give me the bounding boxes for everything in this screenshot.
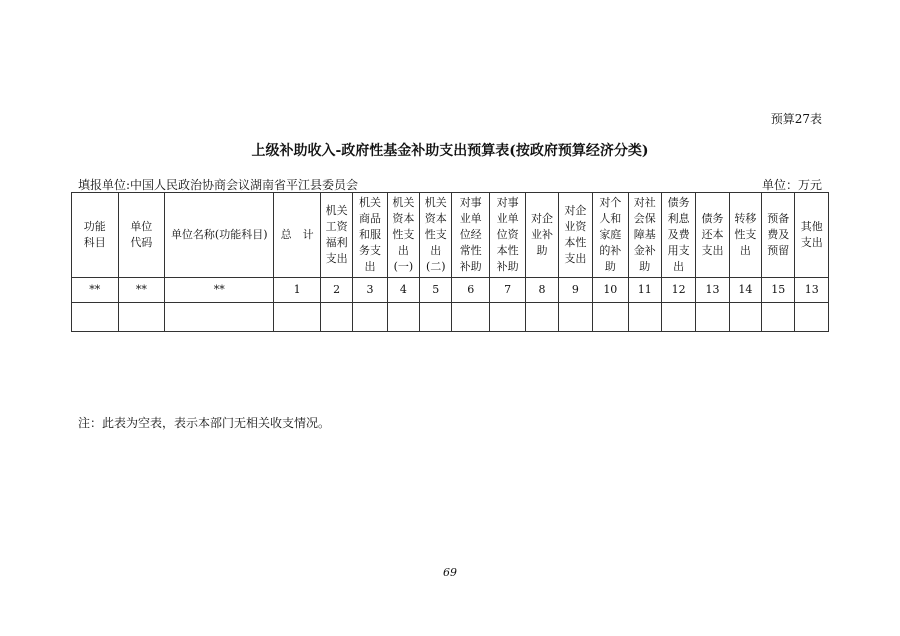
empty-data-row [72, 303, 829, 332]
empty-cell [696, 303, 729, 332]
header-cell: 对个人和家庭的补助 [593, 193, 628, 278]
header-cell: 机关商品和服务支出 [353, 193, 387, 278]
header-cell: 单位代码 [118, 193, 165, 278]
table-number: 预算27表 [770, 112, 822, 126]
empty-cell [118, 303, 165, 332]
header-cell: 单位名称(功能科目) [165, 193, 274, 278]
empty-cell [795, 303, 829, 332]
header-cell: 其他支出 [795, 193, 829, 278]
index-cell: ** [72, 278, 119, 303]
index-cell: 14 [729, 278, 761, 303]
empty-cell [387, 303, 419, 332]
index-cell: 2 [320, 278, 352, 303]
index-cell: 3 [353, 278, 387, 303]
empty-cell [452, 303, 489, 332]
index-cell: 15 [762, 278, 795, 303]
empty-cell [489, 303, 525, 332]
empty-cell [729, 303, 761, 332]
header-cell: 机关工资福利支出 [320, 193, 352, 278]
index-cell: 10 [593, 278, 628, 303]
empty-cell [72, 303, 119, 332]
index-cell: ** [118, 278, 165, 303]
index-cell: 13 [696, 278, 729, 303]
index-cell: 5 [420, 278, 452, 303]
header-cell: 总 计 [274, 193, 321, 278]
page-number: 69 [443, 566, 457, 579]
index-cell: 6 [452, 278, 489, 303]
header-cell: 机关资本性支出(一) [387, 193, 419, 278]
reporting-unit: 填报单位:中国人民政治协商会议湖南省平江县委员会 [78, 178, 359, 192]
index-cell: 12 [661, 278, 695, 303]
index-cell: ** [165, 278, 274, 303]
empty-cell [320, 303, 352, 332]
empty-cell [628, 303, 661, 332]
header-cell: 转移性支出 [729, 193, 761, 278]
header-cell: 对事业单位经常性补助 [452, 193, 489, 278]
empty-cell [661, 303, 695, 332]
index-cell: 4 [387, 278, 419, 303]
header-cell: 对企业资本性支出 [558, 193, 592, 278]
header-cell: 对事业单位资本性补助 [489, 193, 525, 278]
header-cell: 机关资本性支出(二) [420, 193, 452, 278]
header-row [72, 193, 829, 278]
header-cell: 预备费及预留 [762, 193, 795, 278]
empty-cell [526, 303, 558, 332]
header-cell: 对企业补助 [526, 193, 558, 278]
empty-cell [420, 303, 452, 332]
empty-cell [762, 303, 795, 332]
budget-table [71, 192, 829, 332]
empty-cell [274, 303, 321, 332]
index-cell: 9 [558, 278, 592, 303]
index-row [72, 278, 829, 303]
index-cell: 1 [274, 278, 321, 303]
empty-cell [353, 303, 387, 332]
index-cell: 11 [628, 278, 661, 303]
header-cell: 对社会保障基金补助 [628, 193, 661, 278]
header-cell: 债务还本支出 [696, 193, 729, 278]
empty-cell [165, 303, 274, 332]
footnote: 注：此表为空表，表示本部门无相关收支情况。 [78, 416, 331, 430]
page-title: 上级补助收入-政府性基金补助支出预算表(按政府预算经济分类) [251, 143, 649, 159]
header-cell: 债务利息及费用支出 [661, 193, 695, 278]
index-cell: 13 [795, 278, 829, 303]
empty-cell [558, 303, 592, 332]
index-cell: 7 [489, 278, 525, 303]
empty-cell [593, 303, 628, 332]
index-cell: 8 [526, 278, 558, 303]
header-cell: 功能科目 [72, 193, 119, 278]
currency-unit: 单位：万元 [761, 178, 822, 192]
